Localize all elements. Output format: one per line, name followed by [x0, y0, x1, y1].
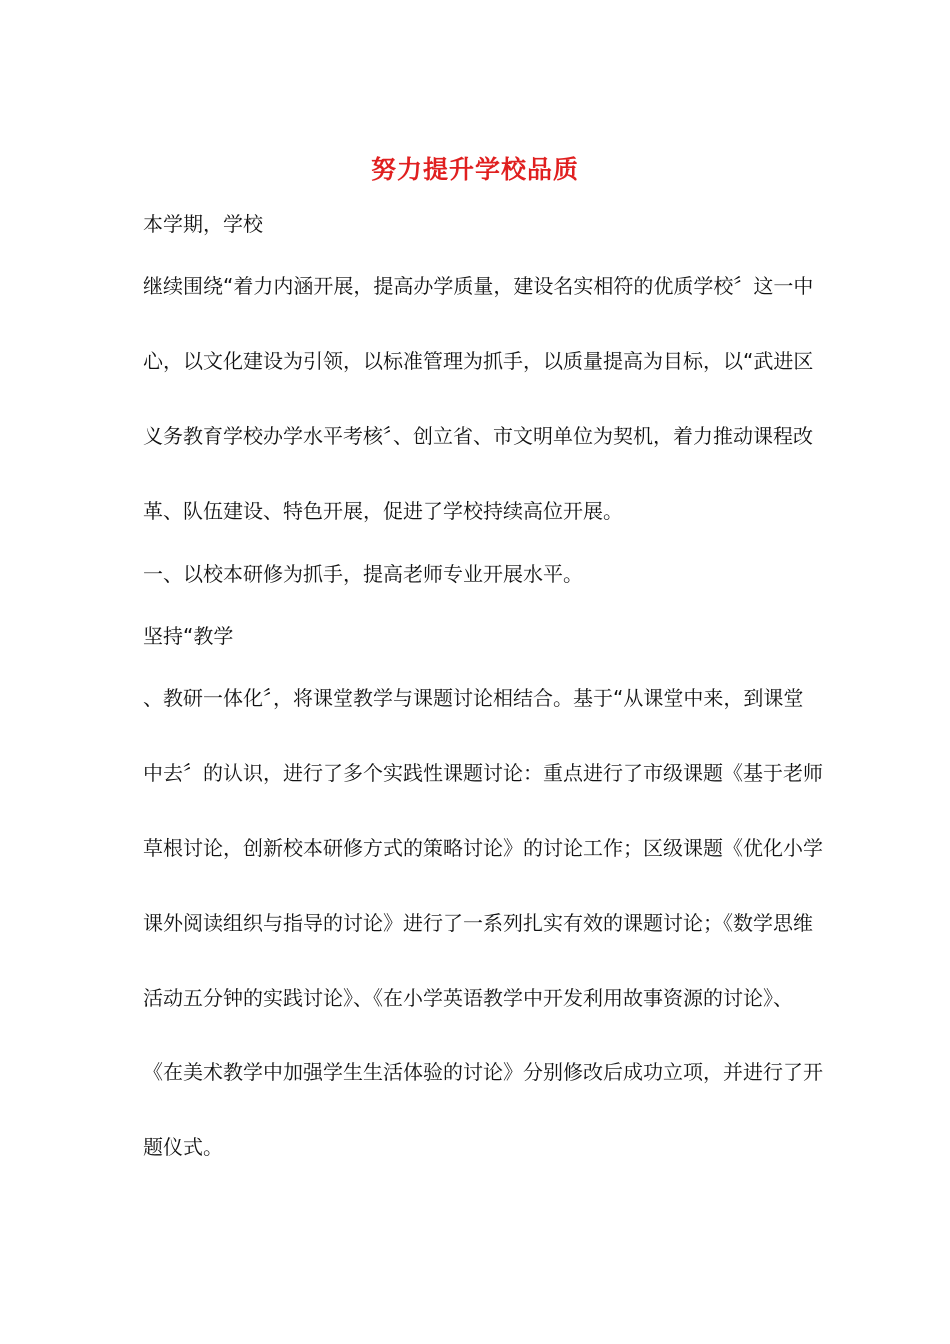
paragraph-line: 题仪式。 — [143, 1135, 223, 1159]
paragraph-line: 草根讨论，创新校本研修方式的策略讨论》的讨论工作；区级课题《优化小学 — [143, 836, 823, 860]
document-title: 努力提升学校品质 — [370, 155, 579, 184]
paragraph-line: 活动五分钟的实践讨论》、《在小学英语教学中开发利用故事资源的讨论》、 — [143, 986, 793, 1010]
paragraph-line: 、教研一体化〞，将课堂教学与课题讨论相结合。基于“从课堂中来，到课堂 — [143, 686, 804, 710]
paragraph-line: 革、队伍建设、特色开展，促进了学校持续高位开展。 — [143, 499, 623, 523]
section-heading: 一、以校本研修为抓手，提高老师专业开展水平。 — [143, 562, 583, 586]
paragraph-line: 本学期，学校 — [143, 212, 263, 236]
paragraph-line: 课外阅读组织与指导的讨论》进行了一系列扎实有效的课题讨论；《数学思维 — [143, 911, 813, 935]
paragraph-line: 中去〞的认识，进行了多个实践性课题讨论：重点进行了市级课题《基于老师 — [143, 761, 823, 785]
paragraph-line: 坚持“教学 — [143, 624, 234, 648]
paragraph-line: 继续围绕“着力内涵开展，提高办学质量，建设名实相符的优质学校〞这一中 — [143, 274, 814, 298]
paragraph-line: 《在美术教学中加强学生生活体验的讨论》分别修改后成功立项，并进行了开 — [143, 1060, 823, 1084]
paragraph-line: 心，以文化建设为引领，以标准管理为抓手，以质量提高为目标，以“武进区 — [143, 349, 814, 373]
paragraph-line: 义务教育学校办学水平考核〞、创立省、市文明单位为契机，着力推动课程改 — [143, 424, 813, 448]
